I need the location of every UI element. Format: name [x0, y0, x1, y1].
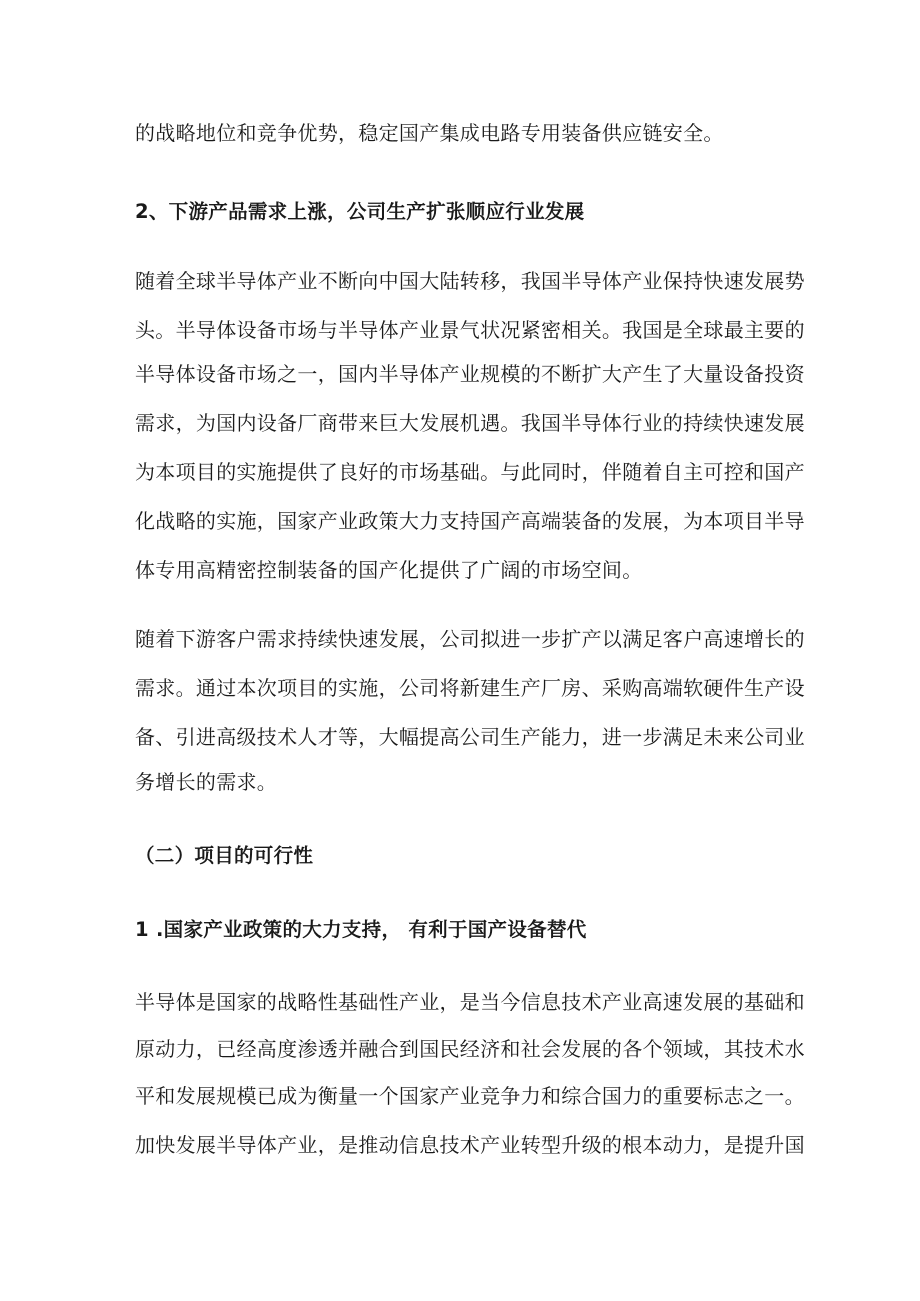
paragraph-line: 需求，为国内设备厂商带来巨大发展机遇。我国半导体行业的持续快速发展: [135, 411, 805, 435]
paragraph-line: 半导体设备市场之一，国内半导体产业规模的不断扩大产生了大量设备投资: [135, 362, 805, 386]
paragraph-line: 平和发展规模已成为衡量一个国家产业竞争力和综合国力的重要标志之一。: [135, 1084, 805, 1108]
subsection-heading: 1 .国家产业政策的大力支持， 有利于国产设备替代: [135, 918, 587, 941]
paragraph-line: 头。半导体设备市场与半导体产业景气状况紧密相关。我国是全球最主要的: [135, 318, 805, 342]
paragraph-line: 的战略地位和竞争优势，稳定国产集成电路专用装备供应链安全。: [135, 121, 724, 145]
paragraph-line: 为本项目的实施提供了良好的市场基础。与此同时，伴随着自主可控和国产: [135, 460, 805, 484]
paragraph-line: 化战略的实施，国家产业政策大力支持国产高端装备的发展，为本项目半导: [135, 509, 805, 533]
paragraph-line: 半导体是国家的战略性基础性产业，是当今信息技术产业高速发展的基础和: [135, 990, 805, 1014]
paragraph-line: 需求。通过本次项目的实施，公司将新建生产厂房、采购高端软硬件生产设: [135, 676, 805, 700]
paragraph-line: 备、引进高级技术人才等，大幅提高公司生产能力，进一步满足未来公司业: [135, 725, 805, 749]
paragraph-line: 原动力，已经高度渗透并融合到国民经济和社会发展的各个领域，其技术水: [135, 1037, 805, 1061]
paragraph-line: 随着全球半导体产业不断向中国大陆转移，我国半导体产业保持快速发展势: [135, 269, 805, 293]
section-heading: 2、下游产品需求上涨，公司生产扩张顺应行业发展: [135, 200, 585, 223]
paragraph-line: 务增长的需求。: [135, 770, 278, 794]
paragraph-line: 体专用高精密控制装备的国产化提供了广阔的市场空间。: [135, 558, 643, 582]
paragraph-line: 随着下游客户需求持续快速发展，公司拟进一步扩产以满足客户高速增长的: [135, 627, 805, 651]
section-heading: （二）项目的可行性: [135, 844, 314, 867]
paragraph-line: 加快发展半导体产业，是推动信息技术产业转型升级的根本动力，是提升国: [135, 1133, 805, 1157]
